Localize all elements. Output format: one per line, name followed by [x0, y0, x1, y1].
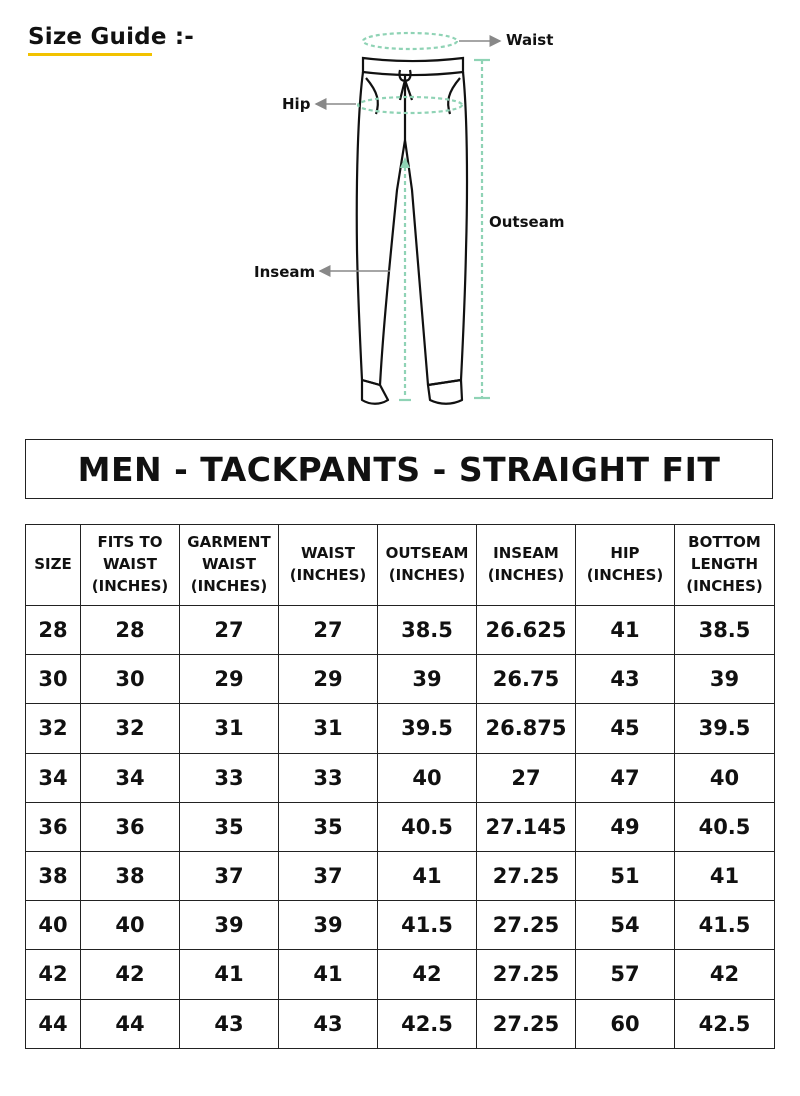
table-cell: 57 [576, 950, 675, 999]
table-cell: 41 [576, 606, 675, 655]
table-row [26, 704, 775, 753]
table-cell: 40 [26, 901, 81, 950]
table-cell: 49 [576, 802, 675, 851]
table-row [26, 606, 775, 655]
table-cell: 27.25 [477, 950, 576, 999]
size-chart-banner [25, 439, 773, 499]
table-cell: 31 [279, 704, 378, 753]
table-cell: 41 [675, 851, 775, 900]
table-cell: 33 [180, 753, 279, 802]
column-header-garment-waist: GARMENT WAIST (INCHES) [180, 525, 279, 606]
column-header-fits-to-waist: FITS TO WAIST (INCHES) [81, 525, 180, 606]
table-cell: 35 [180, 802, 279, 851]
table-cell: 38.5 [378, 606, 477, 655]
table-cell: 47 [576, 753, 675, 802]
inseam-label: Inseam [254, 263, 316, 281]
table-row [26, 999, 775, 1048]
table-cell: 39 [180, 901, 279, 950]
table-header-row [26, 525, 775, 606]
table-cell: 32 [26, 704, 81, 753]
table-cell: 27 [279, 606, 378, 655]
table-cell: 40.5 [378, 802, 477, 851]
table-cell: 27 [180, 606, 279, 655]
column-header-outseam: OUTSEAM (INCHES) [378, 525, 477, 606]
table-cell: 54 [576, 901, 675, 950]
table-cell: 41 [279, 950, 378, 999]
column-header-inseam: INSEAM (INCHES) [477, 525, 576, 606]
table-row [26, 655, 775, 704]
table-cell: 37 [180, 851, 279, 900]
hip-label: Hip [282, 95, 311, 113]
table-cell: 45 [576, 704, 675, 753]
table-cell: 36 [81, 802, 180, 851]
pants-illustration [0, 0, 800, 420]
banner-title: MEN - TACKPANTS - STRAIGHT FIT [77, 449, 721, 489]
table-cell: 35 [279, 802, 378, 851]
table-cell: 42.5 [675, 999, 775, 1048]
pants-outline [357, 70, 467, 404]
table-cell: 41.5 [675, 901, 775, 950]
table-cell: 41 [378, 851, 477, 900]
table-cell: 38 [26, 851, 81, 900]
table-cell: 28 [26, 606, 81, 655]
table-cell: 44 [26, 999, 81, 1048]
table-cell: 27.145 [477, 802, 576, 851]
table-row [26, 851, 775, 900]
table-cell: 39.5 [378, 704, 477, 753]
table-cell: 30 [26, 655, 81, 704]
table-cell: 43 [180, 999, 279, 1048]
outseam-label: Outseam [489, 213, 565, 231]
table-cell: 26.625 [477, 606, 576, 655]
table-cell: 26.875 [477, 704, 576, 753]
table-cell: 42 [26, 950, 81, 999]
table-cell: 42 [675, 950, 775, 999]
column-header-hip: HIP (INCHES) [576, 525, 675, 606]
table-cell: 34 [81, 753, 180, 802]
table-cell: 42.5 [378, 999, 477, 1048]
table-cell: 32 [81, 704, 180, 753]
table-cell: 27 [477, 753, 576, 802]
waistband [363, 58, 463, 75]
table-cell: 38.5 [675, 606, 775, 655]
column-header-waist: WAIST (INCHES) [279, 525, 378, 606]
table-cell: 38 [81, 851, 180, 900]
table-cell: 28 [81, 606, 180, 655]
table-cell: 29 [180, 655, 279, 704]
table-cell: 41.5 [378, 901, 477, 950]
table-cell: 27.25 [477, 851, 576, 900]
table-cell: 43 [576, 655, 675, 704]
table-row [26, 753, 775, 802]
column-header-bottom-length: BOTTOM LENGTH (INCHES) [675, 525, 775, 606]
table-row [26, 950, 775, 999]
waist-label: Waist [506, 31, 554, 49]
table-cell: 40.5 [675, 802, 775, 851]
table-cell: 30 [81, 655, 180, 704]
table-cell: 41 [180, 950, 279, 999]
table-cell: 51 [576, 851, 675, 900]
table-cell: 26.75 [477, 655, 576, 704]
table-cell: 34 [26, 753, 81, 802]
table-cell: 40 [675, 753, 775, 802]
table-body [26, 606, 775, 1049]
table-cell: 36 [26, 802, 81, 851]
table-cell: 43 [279, 999, 378, 1048]
table-cell: 29 [279, 655, 378, 704]
table-cell: 40 [378, 753, 477, 802]
pants-measurement-diagram [0, 0, 800, 420]
table-cell: 31 [180, 704, 279, 753]
size-table [25, 524, 775, 1049]
size-guide-title: Size Guide :- [28, 24, 194, 50]
table-row [26, 901, 775, 950]
table-cell: 39 [675, 655, 775, 704]
table-cell: 44 [81, 999, 180, 1048]
table-cell: 33 [279, 753, 378, 802]
table-cell: 39 [279, 901, 378, 950]
table-cell: 27.25 [477, 999, 576, 1048]
table-row [26, 802, 775, 851]
table-cell: 39.5 [675, 704, 775, 753]
table-cell: 42 [378, 950, 477, 999]
table-cell: 27.25 [477, 901, 576, 950]
column-header-size: SIZE [26, 525, 81, 606]
table-cell: 37 [279, 851, 378, 900]
table-cell: 40 [81, 901, 180, 950]
table-cell: 42 [81, 950, 180, 999]
table-cell: 60 [576, 999, 675, 1048]
table-cell: 39 [378, 655, 477, 704]
